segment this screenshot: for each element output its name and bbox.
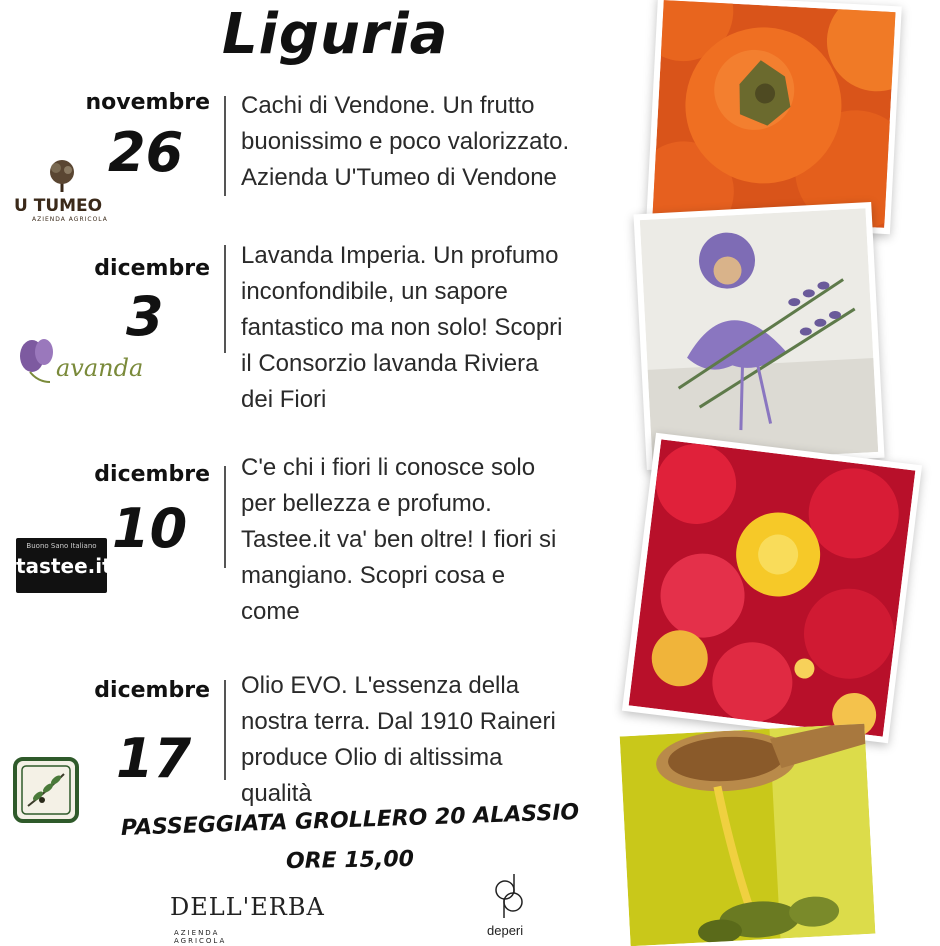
tastee-logo: Buono Sano Italiano tastee.it bbox=[16, 538, 107, 593]
lavanda-logo: avanda bbox=[10, 336, 150, 396]
deperi-mark-icon bbox=[491, 870, 527, 920]
event-day: 17 bbox=[116, 727, 192, 790]
divider bbox=[224, 245, 226, 353]
event-month: novembre bbox=[85, 90, 210, 115]
event-description: Olio EVO. L'essenza della nostra terra. Dal 1910 Raineri produce Olio di altissima qualità bbox=[241, 672, 556, 807]
raineri-logo bbox=[12, 756, 80, 824]
event-description: C'e chi i fiori li conosce solo per bellezza e profumo. Tastee.it va' ben oltre! I fiori si mangiano. Scopri cosa e come bbox=[241, 454, 557, 625]
lavender-doll-photo bbox=[633, 202, 884, 470]
event-day: 10 bbox=[112, 497, 188, 560]
event-description: Cachi di Vendone. Un frutto buonissimo e poco valorizzato. Azienda U'Tumeo di Vendone bbox=[241, 92, 570, 191]
divider bbox=[224, 96, 226, 196]
event-location: PASSEGGIATA GROLLERO 20 ALASSIO bbox=[120, 800, 580, 841]
olive-branch-icon bbox=[12, 756, 80, 824]
event-day: 3 bbox=[126, 285, 164, 348]
event-month: dicembre bbox=[94, 256, 210, 281]
event-description: Lavanda Imperia. Un profumo inconfondibile, un sapore fantastico ma non solo! Scopri il Consorzio lavanda Riviera dei Fiori bbox=[241, 242, 563, 413]
divider bbox=[224, 466, 226, 568]
event-month: dicembre bbox=[94, 462, 210, 487]
begonia-flowers-photo bbox=[622, 433, 922, 744]
dellerba-logo: DELL'ERBA AZIENDA AGRICOLA bbox=[170, 893, 325, 945]
tree-icon bbox=[42, 158, 82, 194]
persimmon-photo bbox=[646, 0, 902, 234]
page-title: Liguria bbox=[222, 2, 449, 67]
olive-oil-spoon-photo bbox=[620, 724, 876, 946]
event-day: 26 bbox=[108, 121, 184, 184]
event-month: dicembre bbox=[94, 678, 210, 703]
divider bbox=[224, 680, 226, 780]
utumeo-logo: U TUMEO AZIENDA AGRICOLA bbox=[12, 156, 112, 226]
event-time: ORE 15,00 bbox=[285, 846, 415, 875]
deperi-logo: deperi bbox=[485, 870, 535, 940]
